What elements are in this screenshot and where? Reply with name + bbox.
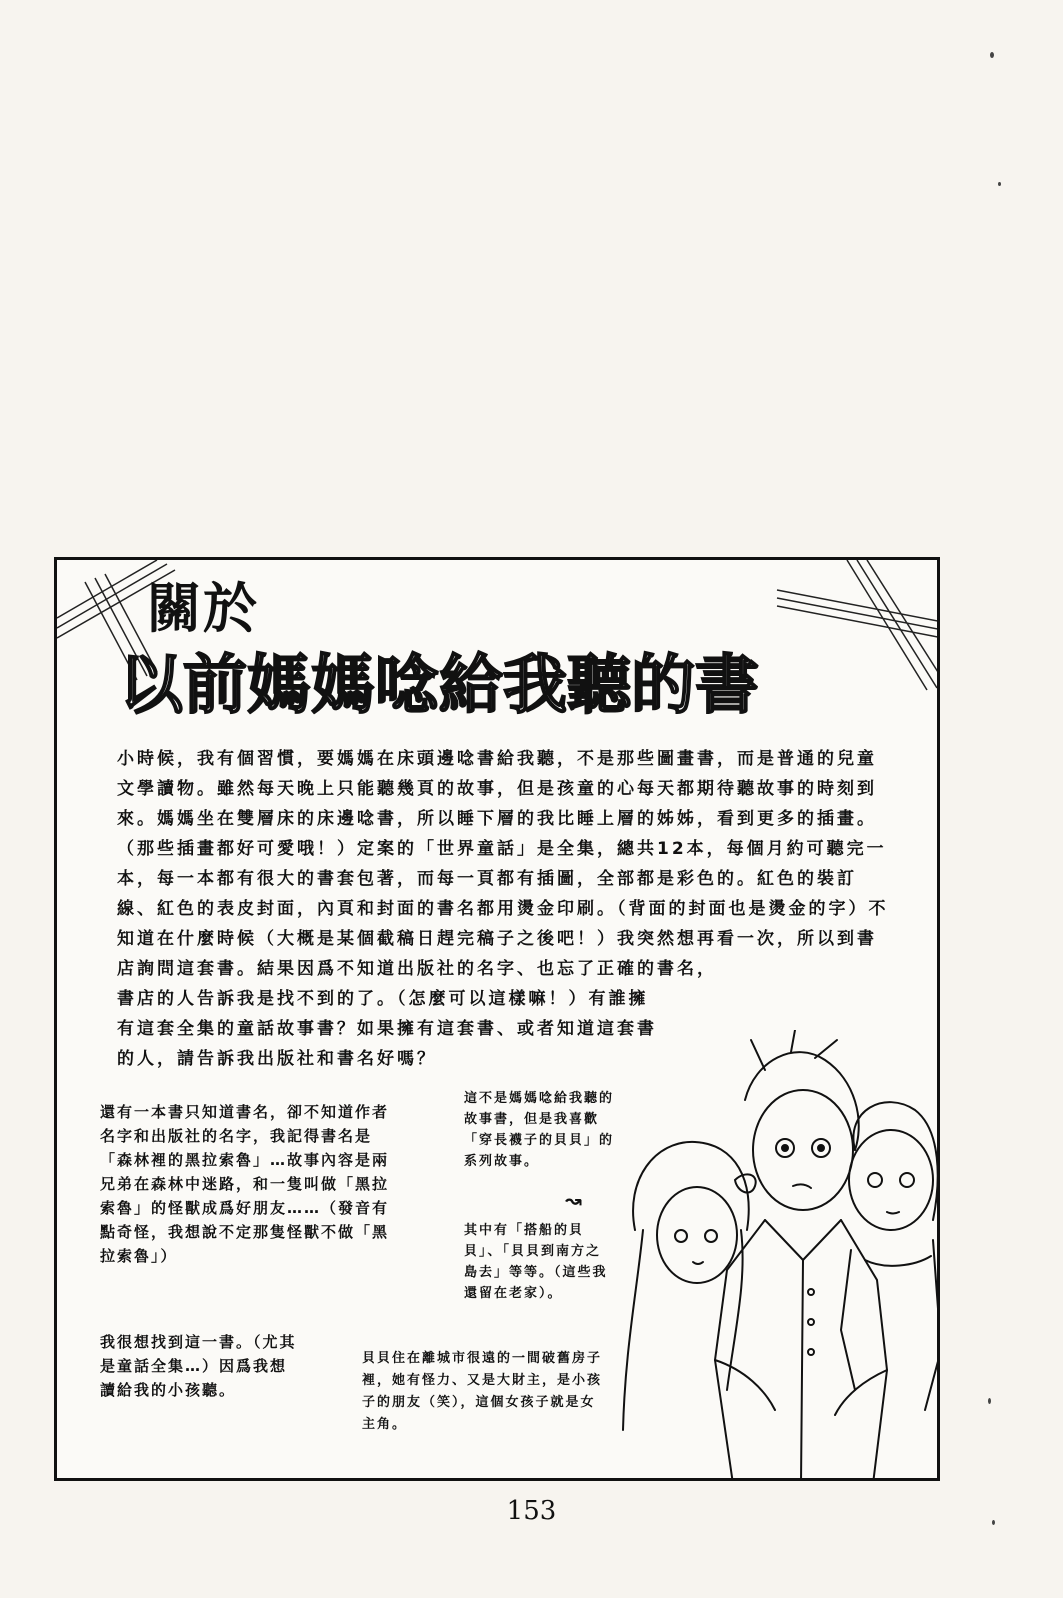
scan-speck xyxy=(990,52,994,58)
scan-speck xyxy=(998,182,1001,186)
note-beibei-description: 貝貝住在離城市很遠的一間破舊房子裡，她有怪力、又是大財主，是小孩子的朋友（笑），這個女孩子就是女主角。 xyxy=(362,1351,603,1432)
main-paragraph xyxy=(117,744,889,1074)
arrow-icon: ↝ xyxy=(565,1188,582,1212)
article-box xyxy=(54,557,940,1481)
title-line-2: 以前媽媽唸給我聽的書 xyxy=(119,649,759,723)
main-paragraph-part-2: 書店的人告訴我是找不到的了。（怎麼可以這樣嘛！）有誰擁有這套全集的童話故事書？如果擁有這套書、或者知道這套書的人，請告訴我出版社和書名好嗎？ xyxy=(117,989,657,1069)
title-line-1: 關於 xyxy=(147,577,259,640)
main-paragraph-part-1: 小時候，我有個習慣，要媽媽在床頭邊唸書給我聽，不是那些圖畫書，而是普通的兒童文學讀物。雖然每天晚上只能聽幾頁的故事，但是孩童的心每天都期待聽故事的時刻到來。媽媽坐在雙層床的床邊唸書，所以睡下層的我比睡上層的姊姊，看到更多的插畫。（那些插畫都好可愛哦！）定案的「世界童話」是全集，總共12本，每個月約可聽完一本，每一本都有很大的書套包著，而每一頁都有插圖，全部都是彩色的。紅色的裝訂線、紅色的表皮封面，內頁和封面的書名都用燙金印刷。（背面的封面也是燙金的字）不知道在什麼時候（大概是某個截稿日趕完稿子之後吧！）我突然想再看一次，所以到書店詢問這套書。結果因爲不知道出版社的名字、也忘了正確的書名， xyxy=(117,749,889,979)
scan-speck xyxy=(988,1398,991,1404)
note-beibei-titles: 其中有「搭船的貝貝」、「貝貝到南方之島去」等等。（這些我還留在老家）。 xyxy=(464,1223,608,1301)
children-illustration xyxy=(615,1030,940,1481)
note-forest-book: 還有一本書只知道書名，卻不知道作者名字和出版社的名字，我記得書名是「森林裡的黑拉索魯」…故事內容是兩兄弟在森林中迷路，和一隻叫做「黑拉索魯」的怪獸成爲好朋友……（發音有點奇怪，我想說不定那隻怪獸不做「黑拉索魯」） xyxy=(100,1103,390,1265)
note-beibei-series: 這不是媽媽唸給我聽的故事書，但是我喜歡「穿長襪子的貝貝」的系列故事。 xyxy=(464,1091,615,1169)
page-number: 153 xyxy=(506,1496,557,1526)
note-wish: 我很想找到這一書。（尤其是童話全集…）因爲我想讀給我的小孩聽。 xyxy=(100,1333,297,1399)
